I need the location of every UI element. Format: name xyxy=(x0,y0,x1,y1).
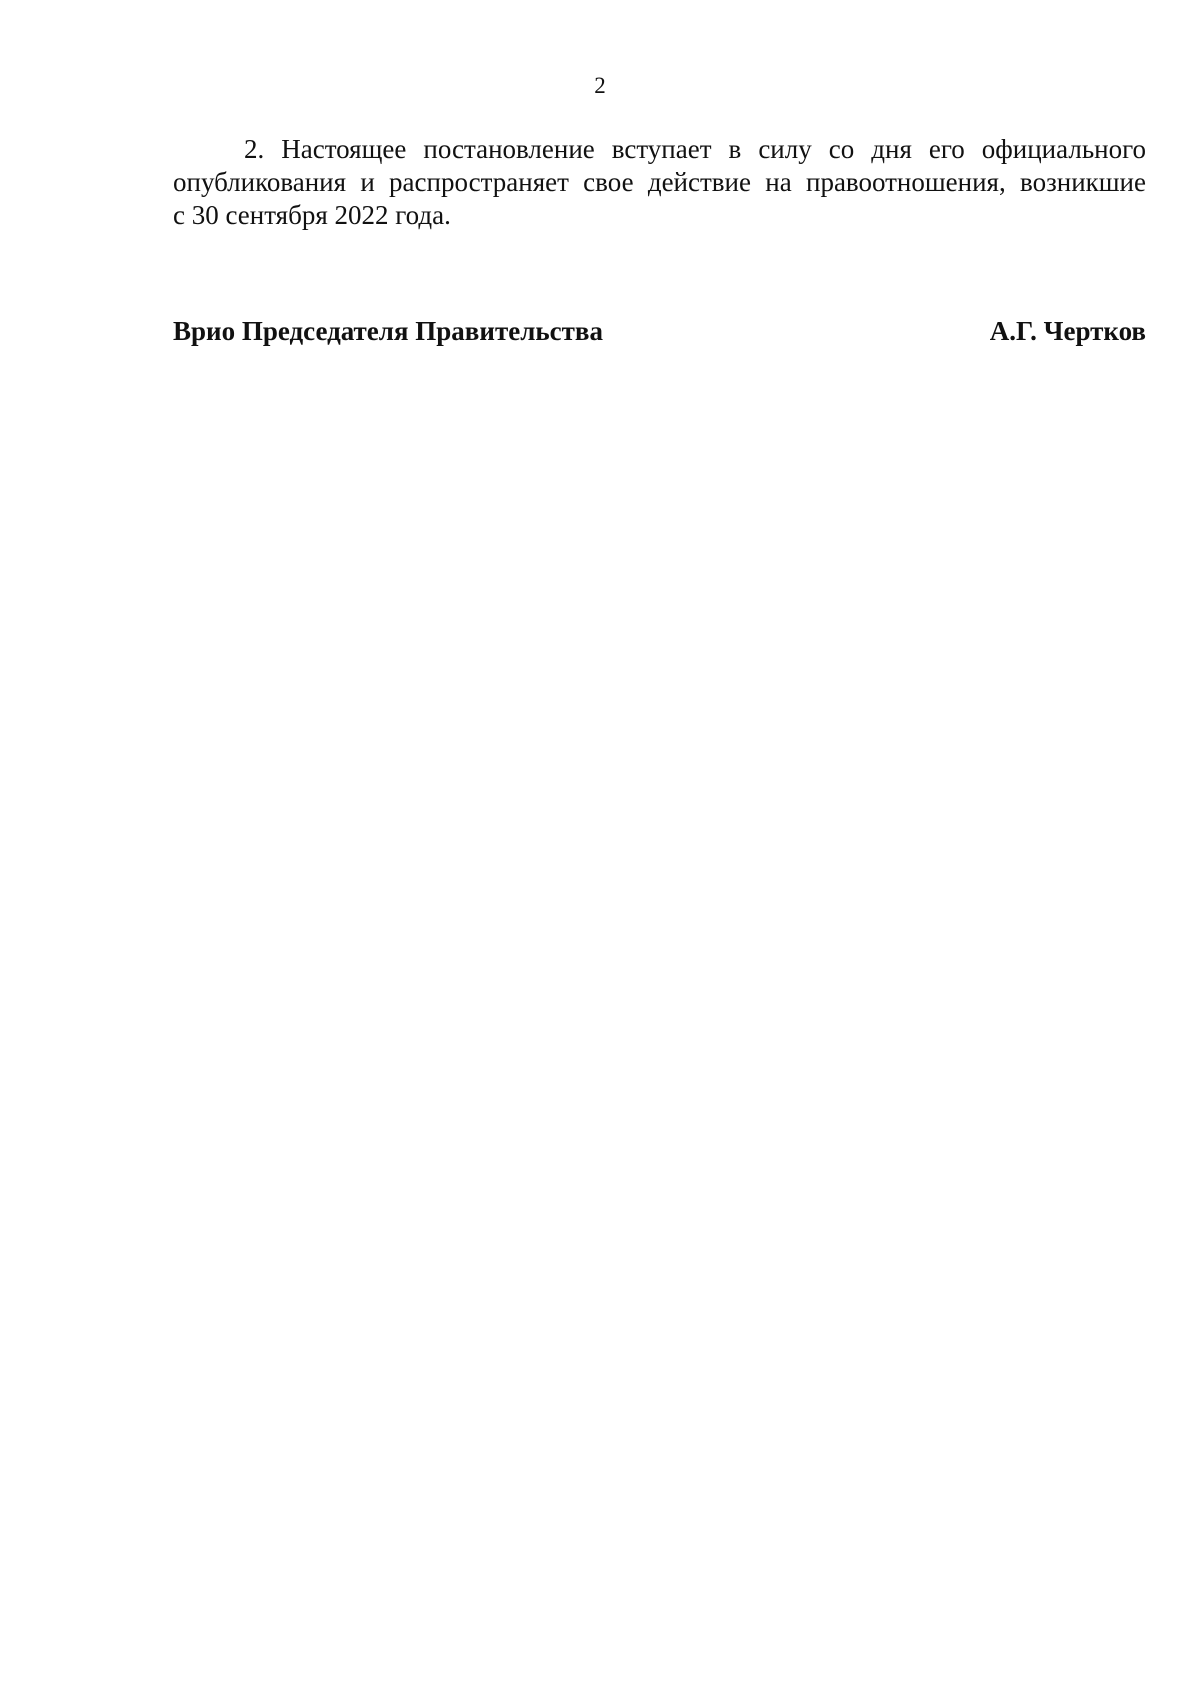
paragraph-line: 2. Настоящее постановление вступает в силу со дня его официального xyxy=(244,134,1146,164)
page-number: 2 xyxy=(594,73,606,98)
paragraph-line: опубликования и распространяет свое действие на правоотношения, возникшие xyxy=(173,167,1146,197)
signatory-name: А.Г. Чертков xyxy=(989,316,1146,346)
paragraph-line: с 30 сентября 2022 года. xyxy=(173,200,451,230)
signatory-position: Врио Председателя Правительства xyxy=(173,316,603,346)
paragraph-clause-2 xyxy=(173,133,1146,232)
signature-block xyxy=(173,315,1146,348)
